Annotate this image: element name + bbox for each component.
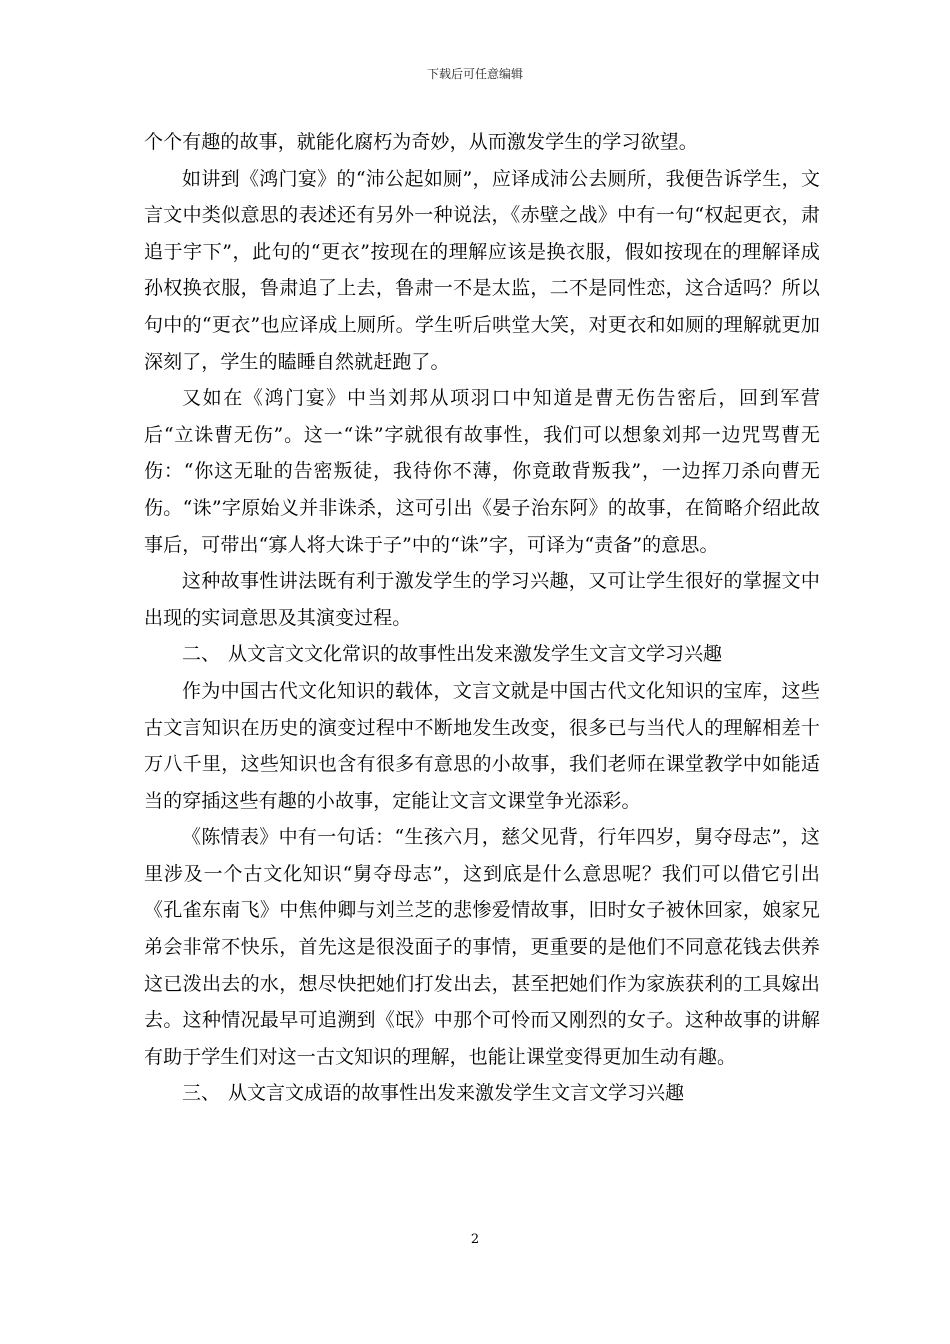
section-title: 从文言文文化常识的故事性出发来激发学生文言文学习兴趣 [228,643,723,666]
section-title: 从文言文成语的故事性出发来激发学生文言文学习兴趣 [228,1082,685,1105]
section-heading [144,1075,820,1112]
paragraph: 《陈情表》中有一句话：“生孩六月，慈父见背，行年四岁，舅夺母志”，这里涉及一个古文化知识“舅夺母志”，这到底是什么意思呢？我们可以借它引出《孔雀东南飞》中焦仲卿与刘兰芝的悲惨爱情故事，旧时女子被休回家，娘家兄弟会非常不快乐，首先这是很没面子的事情，更重要的是他们不同意花钱去供养这已泼出去的水，想尽快把她们打发出去，甚至把她们作为家族获利的工具嫁出去。这种情况最早可追溯到《氓》中那个可怜而又刚烈的女子。这种故事的讲解有助于学生们对这一古文知识的理解，也能让课堂变得更加生动有趣。 [144,826,820,1068]
section-number: 二、 [182,643,221,666]
section-number: 三、 [182,1082,221,1105]
paragraph: 这种故事性讲法既有利于激发学生的学习兴趣，又可让学生很好的掌握文中出现的实词意思及其演变过程。 [144,570,820,629]
page-header: 下载后可任意编辑 [426,67,523,81]
page-number: 2 [470,1232,480,1247]
paragraph: 又如在《鸿门宴》中当刘邦从项羽口中知道是曹无伤告密后，回到军营后“立诛曹无伤”。这一“诛”字就很有故事性，我们可以想象刘邦一边咒骂曹无伤：“你这无耻的告密叛徒，我待你不薄，你竟敢背叛我”，一边挥刀杀向曹无伤。“诛”字原始义并非诛杀，这可引出《晏子治东阿》的故事，在简略介绍此故事后，可带出“寡人将大诛于子”中的“诛”字，可译为“责备”的意思。 [144,387,820,556]
paragraph: 个个有趣的故事，就能化腐朽为奇妙，从而激发学生的学习欲望。 [144,131,698,153]
paragraph: 作为中国古代文化知识的载体，文言文就是中国古代文化知识的宝库，这些古文言知识在历史的演变过程中不断地发生改变，很多已与当代人的理解相差十万八千里，这些知识也含有很多有意思的小故事，我们老师在课堂教学中如能适当的穿插这些有趣的小故事，定能让文言文课堂争光添彩。 [144,679,820,812]
document-body [144,124,820,1112]
section-heading [144,636,820,673]
paragraph: 如讲到《鸿门宴》的“沛公起如厕”，应译成沛公去厕所，我便告诉学生，文言文中类似意思的表述还有另外一种说法，《赤壁之战》中有一句“权起更衣，肃追于宇下”，此句的“更衣”按现在的理解应该是换衣服，假如按现在的理解译成孙权换衣服，鲁肃追了上去，鲁肃一不是太监，二不是同性恋，这合适吗？所以句中的“更衣”也应译成上厕所。学生听后哄堂大笑，对更衣和如厕的理解就更加深刻了，学生的瞌睡自然就赶跑了。 [144,167,820,373]
